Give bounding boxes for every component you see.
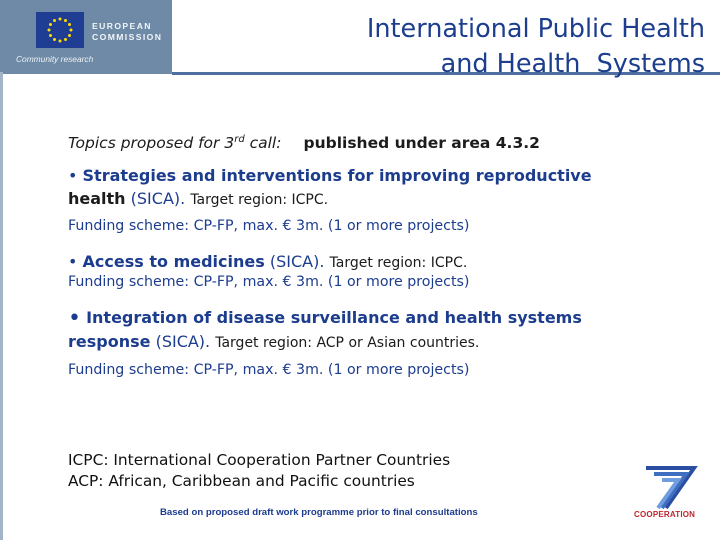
topic-item-access-to-medicines [68,250,467,275]
bullet-icon: • [68,252,78,271]
topic-funding: Funding scheme: CP-FP, max. € 3m. (1 or more projects) [68,274,470,290]
topic-funding: Funding scheme: CP-FP, max. € 3m. (1 or more projects) [68,218,470,234]
topic-line [68,187,592,212]
topic-item-reproductive-health [68,164,592,212]
commission-name-line2: COMMISSION [92,31,163,42]
slide-title [367,12,705,82]
topic-title: Strategies and interventions for improving reproductive [82,166,592,185]
note-acp: ACP: African, Caribbean and Pacific countries [68,472,415,490]
topic-line [68,306,582,330]
topic-title: Access to medicines [82,252,265,271]
topic-line [68,330,582,355]
topic-sica: (SICA). [264,252,325,271]
left-rule [0,72,3,540]
topic-sica: (SICA). [125,189,186,208]
topic-title: Integration of disease surveillance and health systems [86,308,582,327]
slide-title-line1: International Public Health [366,14,705,44]
slide-title-line2: and Health Systems [440,49,705,79]
topic-sica: (SICA). [150,332,211,351]
topics-lead [68,134,281,152]
bullet-icon: • [68,306,81,331]
topic-item-disease-surveillance [68,306,582,355]
topic-title-cont: response [68,332,151,351]
eu-flag-icon [36,12,84,48]
commission-name-line1: EUROPEAN [92,21,152,31]
topics-superscript: rd [234,134,245,145]
topic-line [68,250,467,275]
topic-funding: Funding scheme: CP-FP, max. € 3m. (1 or more projects) [68,362,470,378]
european-commission-logo [0,0,172,74]
community-research-tagline: Community research [16,54,94,64]
topics-lead-text: Topics proposed for 3 [68,134,235,152]
cooperation-label: COOPERATION [634,510,696,519]
abbreviation-notes [68,450,450,492]
note-icpc: ICPC: International Cooperation Partner Countries [68,451,451,469]
topic-region: Target region: ACP or Asian countries. [215,335,480,351]
topic-region: Target region: ICPC. [329,255,468,271]
footer-note: Based on proposed draft work programme prior to final consultations [160,507,478,518]
topics-lead-end: call: [244,134,282,152]
topic-title-cont: health [68,189,126,208]
topics-heading [68,134,540,152]
bullet-icon: • [68,166,78,185]
topics-area: published under area 4.3.2 [303,134,540,152]
topic-line [68,164,592,187]
topic-region: Target region: ICPC. [190,192,329,208]
commission-name [92,21,162,42]
